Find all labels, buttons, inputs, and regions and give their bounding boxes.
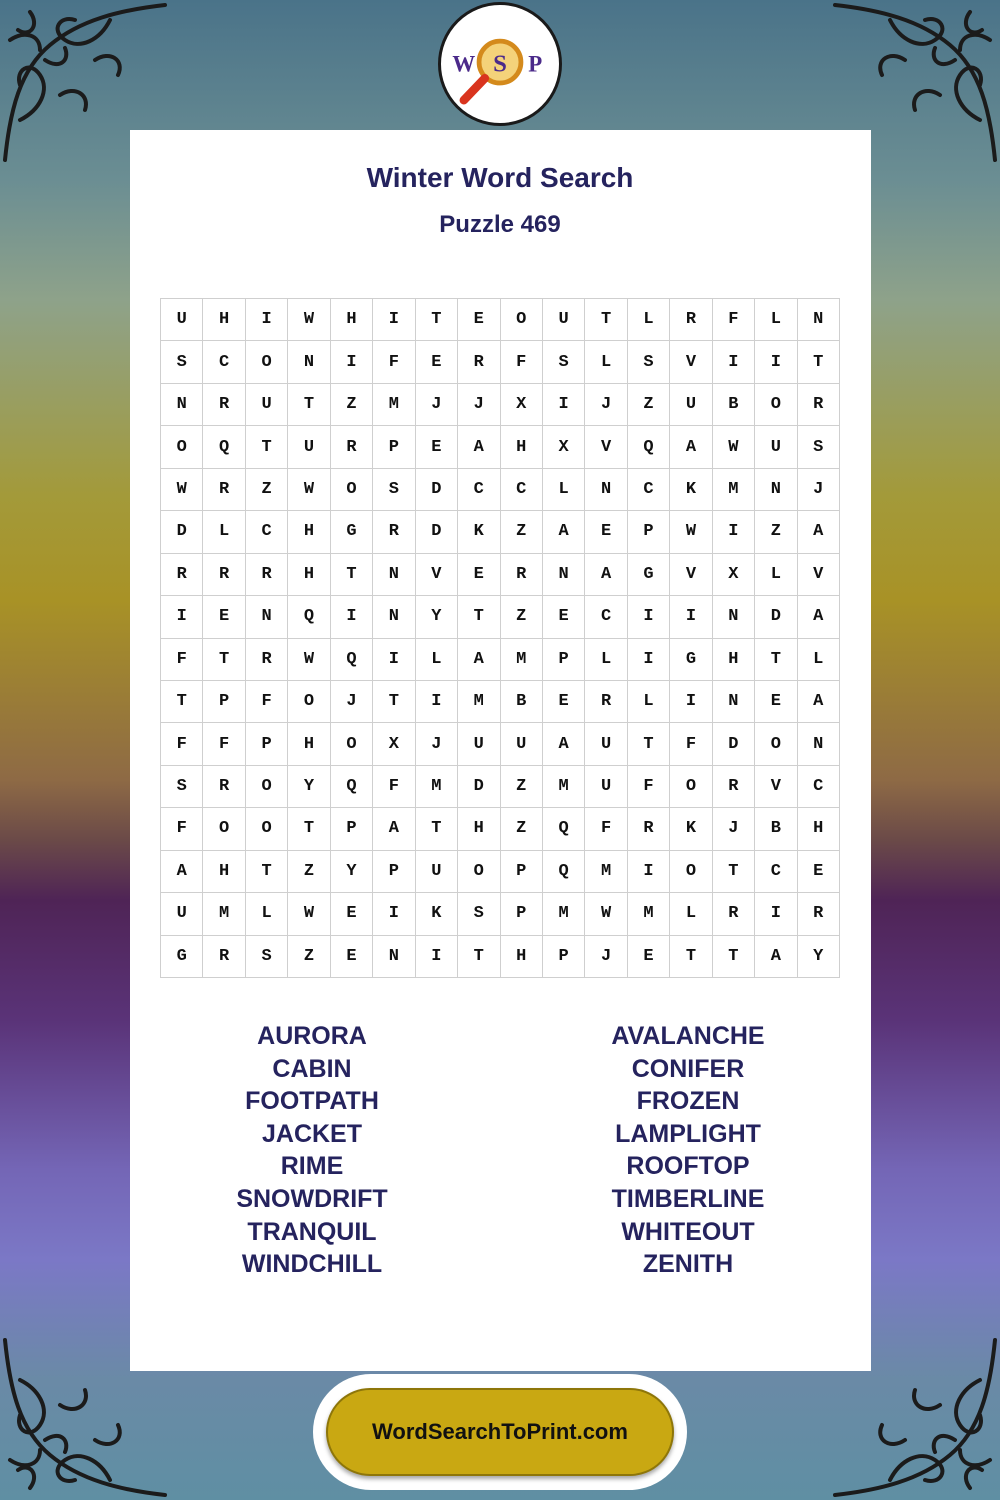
grid-cell[interactable]: I (628, 639, 670, 681)
puzzle-number: Puzzle 469 (439, 211, 561, 238)
grid-cell[interactable]: U (501, 723, 543, 765)
grid-cell[interactable]: U (458, 723, 500, 765)
grid-cell[interactable]: T (755, 639, 797, 681)
grid-cell[interactable]: S (458, 893, 500, 935)
grid-cell[interactable]: N (373, 936, 415, 978)
grid-cell[interactable]: O (246, 808, 288, 850)
grid-cell[interactable]: U (161, 893, 203, 935)
grid-cell[interactable]: R (161, 554, 203, 596)
grid-cell[interactable]: P (246, 723, 288, 765)
grid-cell[interactable]: U (416, 851, 458, 893)
grid-cell[interactable]: R (798, 384, 840, 426)
website-link-label: WordSearchToPrint.com (372, 1419, 628, 1444)
grid-cell[interactable]: B (501, 681, 543, 723)
grid-cell[interactable]: D (161, 511, 203, 553)
grid-cell[interactable]: A (373, 808, 415, 850)
grid-cell[interactable]: L (755, 299, 797, 341)
grid-cell[interactable]: W (288, 469, 330, 511)
grid-cell[interactable]: O (670, 766, 712, 808)
grid-cell[interactable]: T (458, 936, 500, 978)
word-list-item: TIMBERLINE (611, 1184, 765, 1213)
grid-cell[interactable]: C (501, 469, 543, 511)
grid-cell[interactable]: M (203, 893, 245, 935)
grid-cell[interactable]: I (373, 639, 415, 681)
grid-cell[interactable]: I (331, 596, 373, 638)
logo-letter-s: S (493, 50, 507, 78)
grid-cell[interactable]: Q (628, 426, 670, 468)
grid-cell[interactable]: Y (798, 936, 840, 978)
grid-cell[interactable]: M (416, 766, 458, 808)
grid-cell[interactable]: H (331, 299, 373, 341)
grid-cell[interactable]: H (203, 299, 245, 341)
grid-cell[interactable]: V (670, 554, 712, 596)
grid-cell[interactable]: E (331, 893, 373, 935)
grid-cell[interactable]: C (203, 341, 245, 383)
grid-cell[interactable]: J (585, 384, 627, 426)
grid-cell[interactable]: H (501, 936, 543, 978)
grid-cell[interactable]: U (288, 426, 330, 468)
grid-cell[interactable]: U (161, 299, 203, 341)
grid-cell[interactable]: H (288, 723, 330, 765)
grid-cell[interactable]: T (246, 851, 288, 893)
grid-cell[interactable]: V (755, 766, 797, 808)
word-list-right (538, 1020, 838, 1281)
grid-cell[interactable]: W (670, 511, 712, 553)
grid-cell[interactable]: A (585, 554, 627, 596)
grid-cell[interactable]: D (416, 511, 458, 553)
grid-cell[interactable]: T (798, 341, 840, 383)
grid-cell[interactable]: I (246, 299, 288, 341)
grid-cell[interactable]: R (203, 936, 245, 978)
grid-cell[interactable]: Z (288, 936, 330, 978)
grid-cell[interactable]: L (416, 639, 458, 681)
grid-cell[interactable]: K (416, 893, 458, 935)
grid-cell[interactable]: M (458, 681, 500, 723)
grid-cell[interactable]: E (628, 936, 670, 978)
grid-cell[interactable]: T (458, 596, 500, 638)
word-list-item: CABIN (272, 1054, 352, 1083)
grid-cell[interactable]: E (331, 936, 373, 978)
grid-cell[interactable]: E (543, 596, 585, 638)
grid-cell[interactable]: T (246, 426, 288, 468)
grid-cell[interactable]: S (543, 341, 585, 383)
grid-cell[interactable]: V (670, 341, 712, 383)
grid-cell[interactable]: F (585, 808, 627, 850)
word-list-item: TRANQUIL (247, 1217, 377, 1246)
grid-cell[interactable]: M (628, 893, 670, 935)
grid-cell[interactable]: Z (331, 384, 373, 426)
grid-cell[interactable]: E (755, 681, 797, 723)
grid-cell[interactable]: P (543, 639, 585, 681)
grid-cell[interactable]: V (798, 554, 840, 596)
grid-cell[interactable]: Q (331, 639, 373, 681)
grid-cell[interactable]: D (713, 723, 755, 765)
word-list-item: WHITEOUT (621, 1217, 755, 1246)
grid-cell[interactable]: F (628, 766, 670, 808)
word-list-item: CONIFER (631, 1054, 745, 1083)
grid-cell[interactable]: U (543, 299, 585, 341)
word-list-item: JACKET (261, 1119, 362, 1148)
grid-cell[interactable]: E (416, 341, 458, 383)
grid-cell[interactable]: L (670, 893, 712, 935)
grid-cell[interactable]: T (416, 299, 458, 341)
word-list-left (162, 1020, 462, 1281)
logo-letter-w: W (452, 51, 476, 77)
grid-cell[interactable]: M (501, 639, 543, 681)
grid-cell[interactable]: R (246, 639, 288, 681)
grid-cell[interactable]: A (670, 426, 712, 468)
grid-cell[interactable]: E (585, 511, 627, 553)
grid-cell[interactable]: S (161, 766, 203, 808)
grid-cell[interactable]: P (628, 511, 670, 553)
grid-cell[interactable]: V (585, 426, 627, 468)
grid-cell[interactable]: T (288, 384, 330, 426)
grid-cell[interactable]: T (416, 808, 458, 850)
grid-cell[interactable]: P (203, 681, 245, 723)
grid-cell[interactable]: N (713, 596, 755, 638)
grid-cell[interactable]: J (416, 384, 458, 426)
grid-cell[interactable]: G (670, 639, 712, 681)
word-list-item: AURORA (257, 1022, 367, 1050)
grid-cell[interactable]: Z (755, 511, 797, 553)
word-list-item: AVALANCHE (611, 1022, 765, 1050)
grid-cell[interactable]: O (288, 681, 330, 723)
grid-cell[interactable]: Y (288, 766, 330, 808)
website-link-button[interactable] (326, 1388, 674, 1476)
grid-cell[interactable]: H (458, 808, 500, 850)
grid-cell[interactable]: K (670, 469, 712, 511)
grid-cell[interactable]: O (501, 299, 543, 341)
grid-cell[interactable]: F (670, 723, 712, 765)
grid-cell[interactable]: M (543, 893, 585, 935)
grid-cell[interactable]: I (416, 936, 458, 978)
grid-cell[interactable]: Q (543, 808, 585, 850)
grid-cell[interactable]: I (713, 511, 755, 553)
grid-cell[interactable]: I (161, 596, 203, 638)
grid-cell[interactable]: O (161, 426, 203, 468)
grid-cell[interactable]: C (246, 511, 288, 553)
word-list-item: SNOWDRIFT (236, 1184, 388, 1213)
grid-cell[interactable]: U (585, 766, 627, 808)
grid-cell[interactable]: T (203, 639, 245, 681)
grid-cell[interactable]: H (288, 511, 330, 553)
grid-cell[interactable]: I (713, 341, 755, 383)
grid-cell[interactable]: L (246, 893, 288, 935)
grid-cell[interactable]: R (246, 554, 288, 596)
grid-cell[interactable]: O (755, 723, 797, 765)
grid-cell[interactable]: R (713, 766, 755, 808)
grid-cell[interactable]: N (585, 469, 627, 511)
grid-cell[interactable]: F (373, 341, 415, 383)
grid-cell[interactable]: H (288, 554, 330, 596)
grid-cell[interactable]: A (543, 723, 585, 765)
grid-cell[interactable]: W (288, 639, 330, 681)
grid-cell[interactable]: Z (501, 766, 543, 808)
grid-cell[interactable]: T (713, 936, 755, 978)
grid-cell[interactable]: L (585, 341, 627, 383)
grid-cell[interactable]: R (331, 426, 373, 468)
grid-cell[interactable]: N (161, 384, 203, 426)
word-list-item: WINDCHILL (241, 1250, 383, 1279)
grid-cell[interactable]: L (755, 554, 797, 596)
grid-cell[interactable]: R (585, 681, 627, 723)
grid-cell[interactable]: F (501, 341, 543, 383)
grid-cell[interactable]: Z (501, 511, 543, 553)
grid-cell[interactable]: M (543, 766, 585, 808)
grid-cell[interactable]: L (543, 469, 585, 511)
grid-cell[interactable]: S (161, 341, 203, 383)
grid-cell[interactable]: A (755, 936, 797, 978)
grid-cell[interactable]: R (628, 808, 670, 850)
grid-cell[interactable]: K (458, 511, 500, 553)
grid-cell[interactable]: M (713, 469, 755, 511)
grid-cell[interactable]: C (755, 851, 797, 893)
grid-cell[interactable]: E (203, 596, 245, 638)
grid-cell[interactable]: Q (288, 596, 330, 638)
grid-cell[interactable]: U (246, 384, 288, 426)
grid-cell[interactable]: R (798, 893, 840, 935)
grid-cell[interactable]: B (713, 384, 755, 426)
grid-cell[interactable]: Z (288, 851, 330, 893)
grid-cell[interactable]: O (331, 469, 373, 511)
grid-cell[interactable]: J (585, 936, 627, 978)
grid-cell[interactable]: X (713, 554, 755, 596)
grid-cell[interactable]: H (713, 639, 755, 681)
grid-cell[interactable]: R (670, 299, 712, 341)
grid-cell[interactable]: A (543, 511, 585, 553)
grid-cell[interactable]: B (755, 808, 797, 850)
grid-cell[interactable]: O (670, 851, 712, 893)
grid-cell[interactable]: R (373, 511, 415, 553)
grid-cell[interactable]: Q (543, 851, 585, 893)
grid-cell[interactable]: N (288, 341, 330, 383)
grid-cell[interactable]: X (543, 426, 585, 468)
grid-cell[interactable]: W (713, 426, 755, 468)
word-list-item: FROZEN (636, 1087, 740, 1116)
grid-cell[interactable]: Y (416, 596, 458, 638)
grid-cell[interactable]: G (161, 936, 203, 978)
grid-cell[interactable]: K (670, 808, 712, 850)
grid-cell[interactable]: M (373, 384, 415, 426)
grid-cell[interactable]: Z (501, 596, 543, 638)
grid-cell[interactable]: R (203, 766, 245, 808)
grid-cell[interactable]: F (203, 723, 245, 765)
grid-cell[interactable]: L (585, 639, 627, 681)
grid-cell[interactable]: N (798, 299, 840, 341)
grid-cell[interactable]: N (543, 554, 585, 596)
grid-cell[interactable]: D (416, 469, 458, 511)
grid-cell[interactable]: X (373, 723, 415, 765)
grid-cell[interactable]: W (288, 893, 330, 935)
grid-cell[interactable]: R (713, 893, 755, 935)
grid-cell[interactable]: G (331, 511, 373, 553)
grid-cell[interactable]: J (331, 681, 373, 723)
grid-cell[interactable]: O (331, 723, 373, 765)
grid-cell[interactable]: I (373, 893, 415, 935)
grid-cell[interactable]: A (161, 851, 203, 893)
grid-cell[interactable]: O (458, 851, 500, 893)
grid-cell[interactable]: E (416, 426, 458, 468)
grid-cell[interactable]: O (246, 766, 288, 808)
grid-cell[interactable]: I (670, 596, 712, 638)
grid-cell[interactable]: I (373, 299, 415, 341)
word-list-item: FOOTPATH (245, 1087, 379, 1116)
grid-cell[interactable]: P (501, 851, 543, 893)
grid-cell[interactable]: S (373, 469, 415, 511)
grid-cell[interactable]: I (755, 893, 797, 935)
grid-cell[interactable]: U (755, 426, 797, 468)
grid-cell[interactable]: J (798, 469, 840, 511)
grid-cell[interactable]: H (501, 426, 543, 468)
word-list-item: RIME (280, 1152, 344, 1181)
grid-cell[interactable]: T (373, 681, 415, 723)
grid-cell[interactable]: F (161, 723, 203, 765)
grid-cell[interactable]: E (798, 851, 840, 893)
grid-cell[interactable]: T (585, 299, 627, 341)
grid-cell[interactable]: R (203, 384, 245, 426)
wsp-logo[interactable] (438, 2, 562, 126)
grid-cell[interactable]: I (331, 341, 373, 383)
grid-cell[interactable]: W (585, 893, 627, 935)
grid-cell[interactable]: D (458, 766, 500, 808)
grid-cell[interactable]: U (585, 723, 627, 765)
grid-cell[interactable]: P (373, 426, 415, 468)
grid-cell[interactable]: F (373, 766, 415, 808)
grid-cell[interactable]: N (373, 596, 415, 638)
word-list-item: ROOFTOP (626, 1152, 750, 1181)
grid-cell[interactable]: P (543, 936, 585, 978)
grid-cell[interactable]: Y (331, 851, 373, 893)
grid-cell[interactable]: F (161, 639, 203, 681)
letter-grid (160, 298, 840, 978)
grid-cell[interactable]: Q (331, 766, 373, 808)
grid-cell[interactable]: R (203, 554, 245, 596)
grid-cell[interactable]: N (246, 596, 288, 638)
grid-cell[interactable]: X (501, 384, 543, 426)
grid-cell[interactable]: O (755, 384, 797, 426)
grid-cell[interactable]: T (628, 723, 670, 765)
grid-cell[interactable]: J (458, 384, 500, 426)
grid-cell[interactable]: F (161, 808, 203, 850)
grid-cell[interactable]: Z (628, 384, 670, 426)
grid-cell[interactable]: Z (501, 808, 543, 850)
grid-cell[interactable]: O (203, 808, 245, 850)
grid-cell[interactable]: N (755, 469, 797, 511)
grid-cell[interactable]: T (670, 936, 712, 978)
grid-cell[interactable]: A (798, 681, 840, 723)
grid-cell[interactable]: A (798, 511, 840, 553)
grid-cell[interactable]: H (203, 851, 245, 893)
logo-letter-p: P (528, 51, 543, 77)
grid-cell[interactable]: L (628, 299, 670, 341)
grid-cell[interactable]: N (713, 681, 755, 723)
grid-cell[interactable]: C (458, 469, 500, 511)
grid-cell[interactable]: L (203, 511, 245, 553)
grid-cell[interactable]: L (798, 639, 840, 681)
grid-cell[interactable]: P (331, 808, 373, 850)
grid-cell[interactable]: S (628, 341, 670, 383)
grid-cell[interactable]: Z (246, 469, 288, 511)
grid-cell[interactable]: E (458, 299, 500, 341)
grid-cell[interactable]: F (246, 681, 288, 723)
grid-cell[interactable]: T (331, 554, 373, 596)
grid-cell[interactable]: V (416, 554, 458, 596)
grid-cell[interactable]: Q (203, 426, 245, 468)
grid-cell[interactable]: H (798, 808, 840, 850)
grid-cell[interactable]: O (246, 341, 288, 383)
grid-cell[interactable]: T (161, 681, 203, 723)
word-list-item: ZENITH (642, 1250, 734, 1279)
grid-cell[interactable]: R (458, 341, 500, 383)
grid-cell[interactable]: I (628, 596, 670, 638)
grid-cell[interactable]: D (755, 596, 797, 638)
grid-cell[interactable]: T (288, 808, 330, 850)
grid-cell[interactable]: J (416, 723, 458, 765)
grid-cell[interactable]: N (373, 554, 415, 596)
word-list-item: LAMPLIGHT (615, 1119, 761, 1148)
grid-cell[interactable]: A (798, 596, 840, 638)
grid-cell[interactable]: R (203, 469, 245, 511)
grid-cell[interactable]: J (713, 808, 755, 850)
grid-cell[interactable]: I (543, 384, 585, 426)
grid-cell[interactable]: C (798, 766, 840, 808)
grid-cell[interactable]: E (543, 681, 585, 723)
grid-cell[interactable]: A (458, 426, 500, 468)
grid-cell[interactable]: E (458, 554, 500, 596)
grid-cell[interactable]: C (628, 469, 670, 511)
grid-cell[interactable]: T (713, 851, 755, 893)
grid-cell[interactable]: C (585, 596, 627, 638)
grid-cell[interactable]: N (798, 723, 840, 765)
grid-cell[interactable]: I (755, 341, 797, 383)
grid-cell[interactable]: F (713, 299, 755, 341)
grid-cell[interactable]: W (288, 299, 330, 341)
grid-cell[interactable]: A (458, 639, 500, 681)
grid-cell[interactable]: L (628, 681, 670, 723)
grid-cell[interactable]: M (585, 851, 627, 893)
grid-cell[interactable]: I (416, 681, 458, 723)
grid-cell[interactable]: I (628, 851, 670, 893)
grid-cell[interactable]: P (501, 893, 543, 935)
grid-cell[interactable]: G (628, 554, 670, 596)
grid-cell[interactable]: R (501, 554, 543, 596)
grid-cell[interactable]: U (670, 384, 712, 426)
page-title: Winter Word Search (366, 162, 634, 193)
grid-cell[interactable]: W (161, 469, 203, 511)
grid-cell[interactable]: S (246, 936, 288, 978)
grid-cell[interactable]: S (798, 426, 840, 468)
grid-cell[interactable]: P (373, 851, 415, 893)
grid-cell[interactable]: I (670, 681, 712, 723)
